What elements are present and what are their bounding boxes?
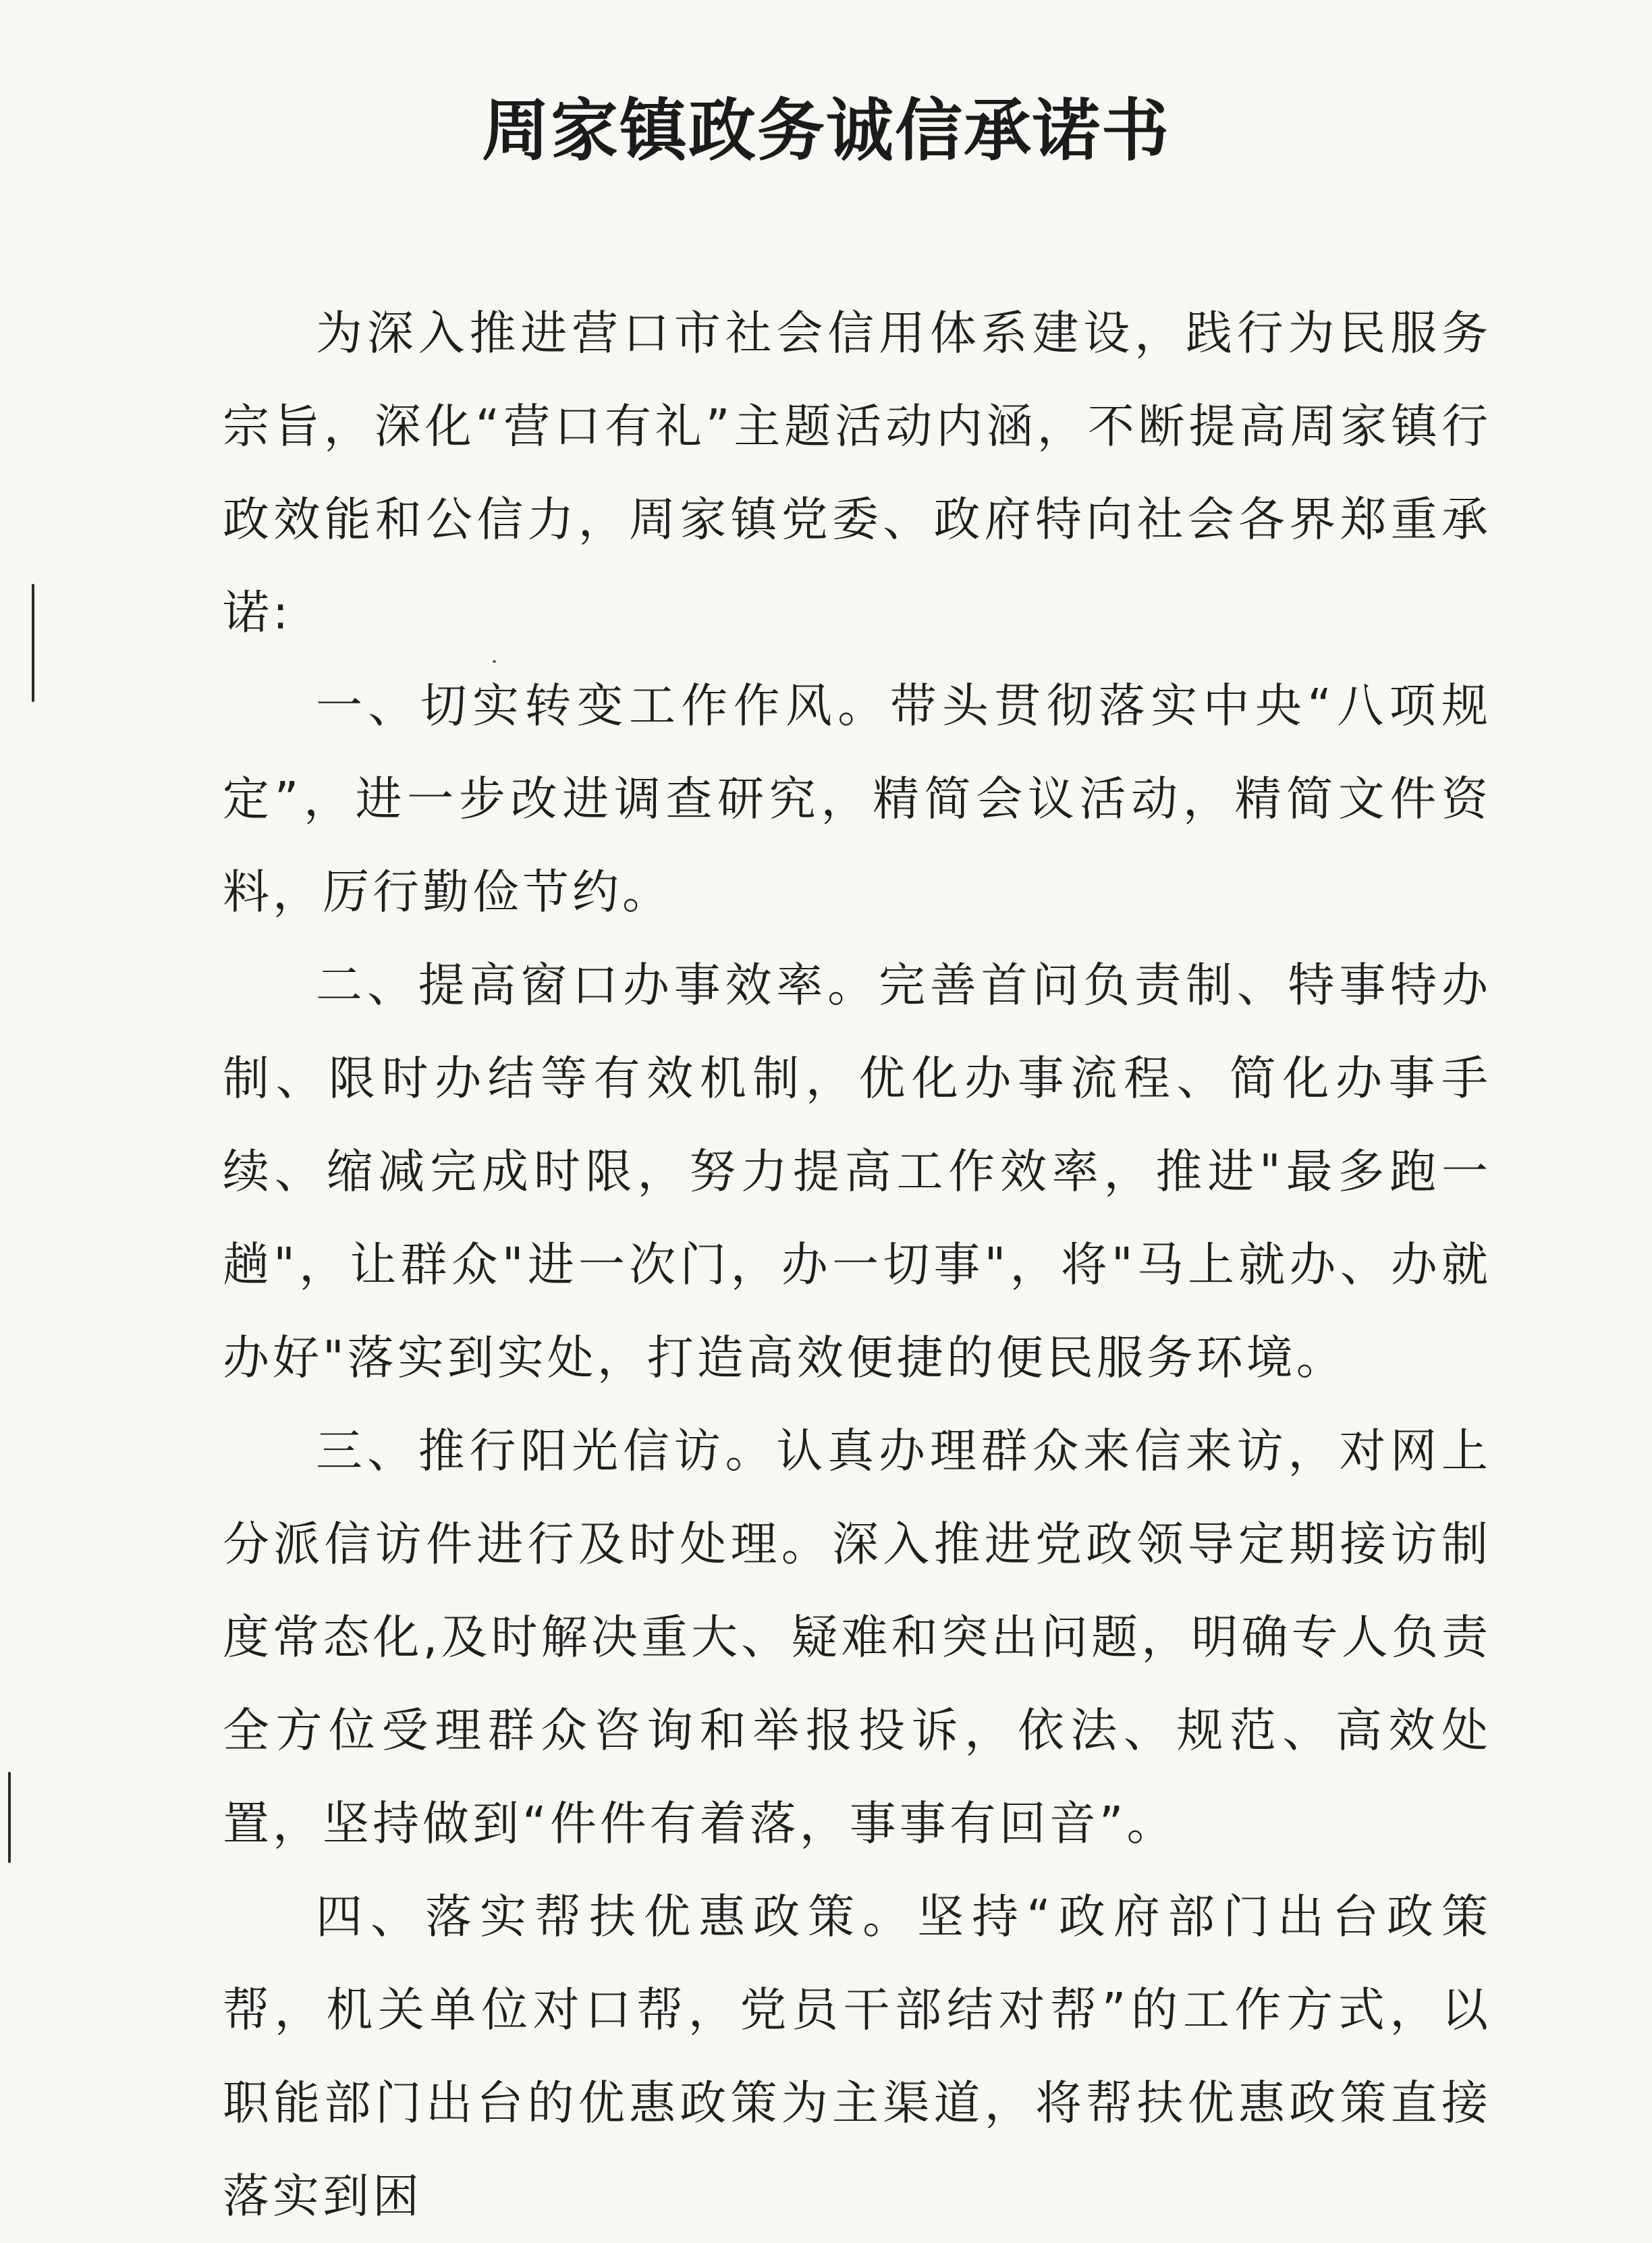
document-title: 周家镇政务诚信承诺书 (482, 90, 1170, 170)
paragraph-item-4: 四、落实帮扶优惠政策。坚持“政府部门出台政策帮，机关单位对口帮，党员干部结对帮”的工作方式，以职能部门出台的优惠政策为主渠道，将帮扶优惠政策直接落实到困 (223, 1890, 1491, 2223)
binder-hole-mark (32, 584, 34, 702)
paragraph-item-3: 三、推行阳光信访。认真办理群众来信来访，对网上分派信访件进行及时处理。深入推进党政领导定期接访制度常态化,及时解决重大、疑难和突出问题，明确专人负责全方位受理群众咨询和举报投诉，依法、规范、高效处置，坚持做到“件件有着落，事事有回音”。 (223, 1424, 1491, 1851)
paragraph-item-1: 一、切实转变工作作风。带头贯彻落实中央“八项规定”，进一步改进调查研究，精简会议活动，精简文件资料，厉行勤俭节约。 (223, 679, 1491, 919)
binder-hole-mark (8, 1772, 11, 1863)
document-body (223, 287, 1491, 2243)
paragraph-intro: 为深入推进营口市社会信用体系建设，践行为民服务宗旨，深化“营口有礼”主题活动内涵，不断提高周家镇行政效能和公信力，周家镇党委、政府特向社会各界郑重承诺: (223, 306, 1491, 640)
paragraph-item-2: 二、提高窗口办事效率。完善首问负责制、特事特办制、限时办结等有效机制，优化办事流程、简化办事手续、缩减完成时限，努力提高工作效率，推进"最多跑一趟"，让群众"进一次门，办一切事"，将"马上就办、办就办好"落实到实处，打造高效便捷的便民服务环境。 (223, 958, 1491, 1385)
